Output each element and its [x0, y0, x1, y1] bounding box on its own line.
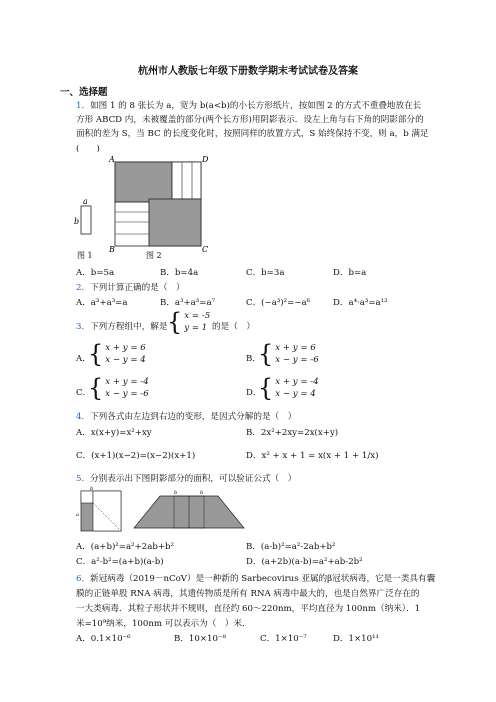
q4-number: 4．: [76, 412, 91, 422]
q1-option-d: D．b=a: [333, 268, 367, 278]
q6-line3: 一大类病毒．其粒子形状并不规则，直径约 60～220nm，平均直径为 100nm（纳米）．1: [76, 604, 421, 614]
brace-d: {: [258, 374, 274, 402]
brace-a: {: [88, 340, 104, 368]
q3-solution-brace: {: [167, 308, 183, 336]
q3-option-c: [88, 376, 149, 400]
q1-line3: 面积的差为 S，当 BC 的长度变化时，按照同样的放置方式，S 始终保持不变，则 a，b 满足: [76, 129, 429, 139]
q2-option-a: A．a³+a³=a: [76, 298, 128, 308]
q1-option-a: A．b=5a: [76, 268, 115, 278]
q5-figure-square: [76, 486, 126, 536]
section-heading: 一、选择题: [60, 87, 108, 98]
q4-option-d: D．x² + x + 1 = x(x + 1 + 1/x): [246, 451, 379, 461]
q3-sol-y: y = 1: [184, 323, 208, 333]
q6-option-a: A．0.1×10⁻⁶: [76, 634, 131, 644]
q3-sol-x: x = -5: [184, 311, 211, 321]
q3-line: [76, 320, 167, 332]
fig1-label-b: b: [74, 217, 80, 226]
q2-option-d: D．a⁴·a³=a¹²: [333, 298, 388, 308]
label-A: A: [109, 155, 115, 164]
q3-d-eq2: x − y = 4: [275, 389, 316, 399]
q1-text1: 如图 1 的 8 张长为 a，宽为 b(a<b)的小长方形纸片，按如图 2 的方式不重叠地放在长: [90, 101, 422, 111]
q1-line1: [76, 99, 421, 111]
q4-line: [76, 410, 296, 422]
q3-option-b: [258, 342, 319, 366]
q5-figure-trapezoid: [130, 490, 250, 534]
q3-a-eq1: x + y = 6: [105, 343, 146, 353]
small-square-cut: [81, 491, 93, 503]
shaded-bottom-right: [149, 199, 201, 246]
fig5-label-a: a: [76, 512, 79, 518]
q6-line4: 米=10⁹纳米，100nm 可以表示为（ ）米．: [76, 619, 251, 629]
q6-option-d: D．1×10¹¹: [333, 634, 379, 644]
white-region: [93, 491, 121, 531]
q2-line: [76, 281, 185, 293]
q4-option-b: B．2x²+2xy=2x(x+y): [246, 428, 339, 438]
q3-b-eq2: x − y = -6: [275, 355, 319, 365]
trap-label-b2: b: [200, 490, 204, 496]
q3-a-eq2: x − y = 4: [105, 355, 146, 365]
small-rectangle: [81, 206, 91, 234]
q1-line2: 方形 ABCD 内，未被覆盖的部分(两个长方形)用阴影表示．设左上角与右下角的阴影部分的: [76, 115, 424, 125]
q3-b-eq1: x + y = 6: [275, 343, 316, 353]
brace-b: {: [258, 340, 274, 368]
q3-option-c-label: C．: [76, 388, 92, 398]
q3-option-b-label: B．: [246, 354, 261, 364]
q4-text: 下列各式由左边到右边的变形，是因式分解的是（ ）: [90, 412, 297, 422]
q5-text: 分别表示出下图阴影部分的面积，可以验证公式（ ）: [90, 474, 297, 484]
q6-text1: 新冠病毒（2019－nCoV）是一种新的 Sarbecovirus 亚属的β冠状病毒，它是一类具有囊: [90, 574, 436, 584]
shaded-top-left: [115, 162, 172, 202]
q3-text-post: 的是（ ）: [212, 322, 255, 332]
q3-solution: [167, 310, 210, 334]
q3-c-eq2: x − y = -6: [105, 389, 149, 399]
label-B: B: [109, 245, 115, 252]
fig1-label-a: a: [83, 197, 88, 206]
q5-option-b: B．(a-b)²=a²-2ab+b²: [246, 542, 336, 552]
q2-number: 2．: [76, 283, 91, 293]
q2-text: 下列计算正确的是（ ）: [90, 283, 185, 293]
q2-option-b: B．a³+a³=a⁷: [160, 298, 216, 308]
trap-label-b1: b: [174, 490, 178, 496]
q3-option-d-label: D．: [246, 388, 262, 398]
q1-option-c: C．b=3a: [246, 268, 285, 278]
q6-number: 6．: [76, 574, 91, 584]
label-C: C: [202, 245, 209, 252]
vertical-strip-top-right: [172, 162, 201, 199]
q6-line2: 膜的正链单股 RNA 病毒，其遗传物质是所有 RNA 病毒中最大的，也是自然界广泛存在的: [76, 589, 420, 599]
fig1-caption: 图 1: [77, 251, 93, 260]
q1-option-b: B．b=4a: [160, 268, 199, 278]
q5-option-c: C．a²-b²=(a+b)(a-b): [76, 557, 164, 567]
q1-number: 1．: [76, 101, 91, 111]
q3-option-a-label: A．: [76, 354, 91, 364]
q4-option-a: A．x(x+y)=x²+xy: [76, 428, 152, 438]
q5-option-d: D．(a+2b)(a-b)=a²+ab-2b²: [246, 557, 363, 567]
q3-d-eq1: x + y = -4: [275, 377, 319, 387]
fig5-label-b: b: [90, 486, 94, 492]
q3-number: 3．: [76, 322, 91, 332]
q5-number: 5．: [76, 474, 91, 484]
q4-option-c: C．(x+1)(x−2)=(x−2)(x+1): [76, 451, 196, 461]
q6-line1: [76, 572, 435, 584]
brace-c: {: [88, 374, 104, 402]
q3-c-eq1: x + y = -4: [105, 377, 149, 387]
page-title: 杭州市人教版七年级下册数学期末考试试卷及答案: [138, 66, 358, 77]
q1-line4: ( ): [76, 144, 100, 154]
q3-text-pre: 下列方程组中，解是: [90, 322, 168, 332]
q1-figure2: [105, 154, 215, 252]
label-D: D: [202, 155, 209, 164]
q6-option-b: B．10×10⁻⁸: [174, 634, 226, 644]
q3-option-a: [88, 342, 146, 366]
q5-option-a: A．(a+b)²=a²+2ab+b²: [76, 542, 174, 552]
q1-figure1: [70, 196, 100, 246]
q2-option-c: C．(−a³)²=−a⁶: [246, 298, 311, 308]
q6-option-c: C．1×10⁻⁷: [260, 634, 307, 644]
q3-option-d: [258, 376, 319, 400]
fig2-caption: 图 2: [146, 251, 162, 260]
q5-line: [76, 472, 296, 484]
